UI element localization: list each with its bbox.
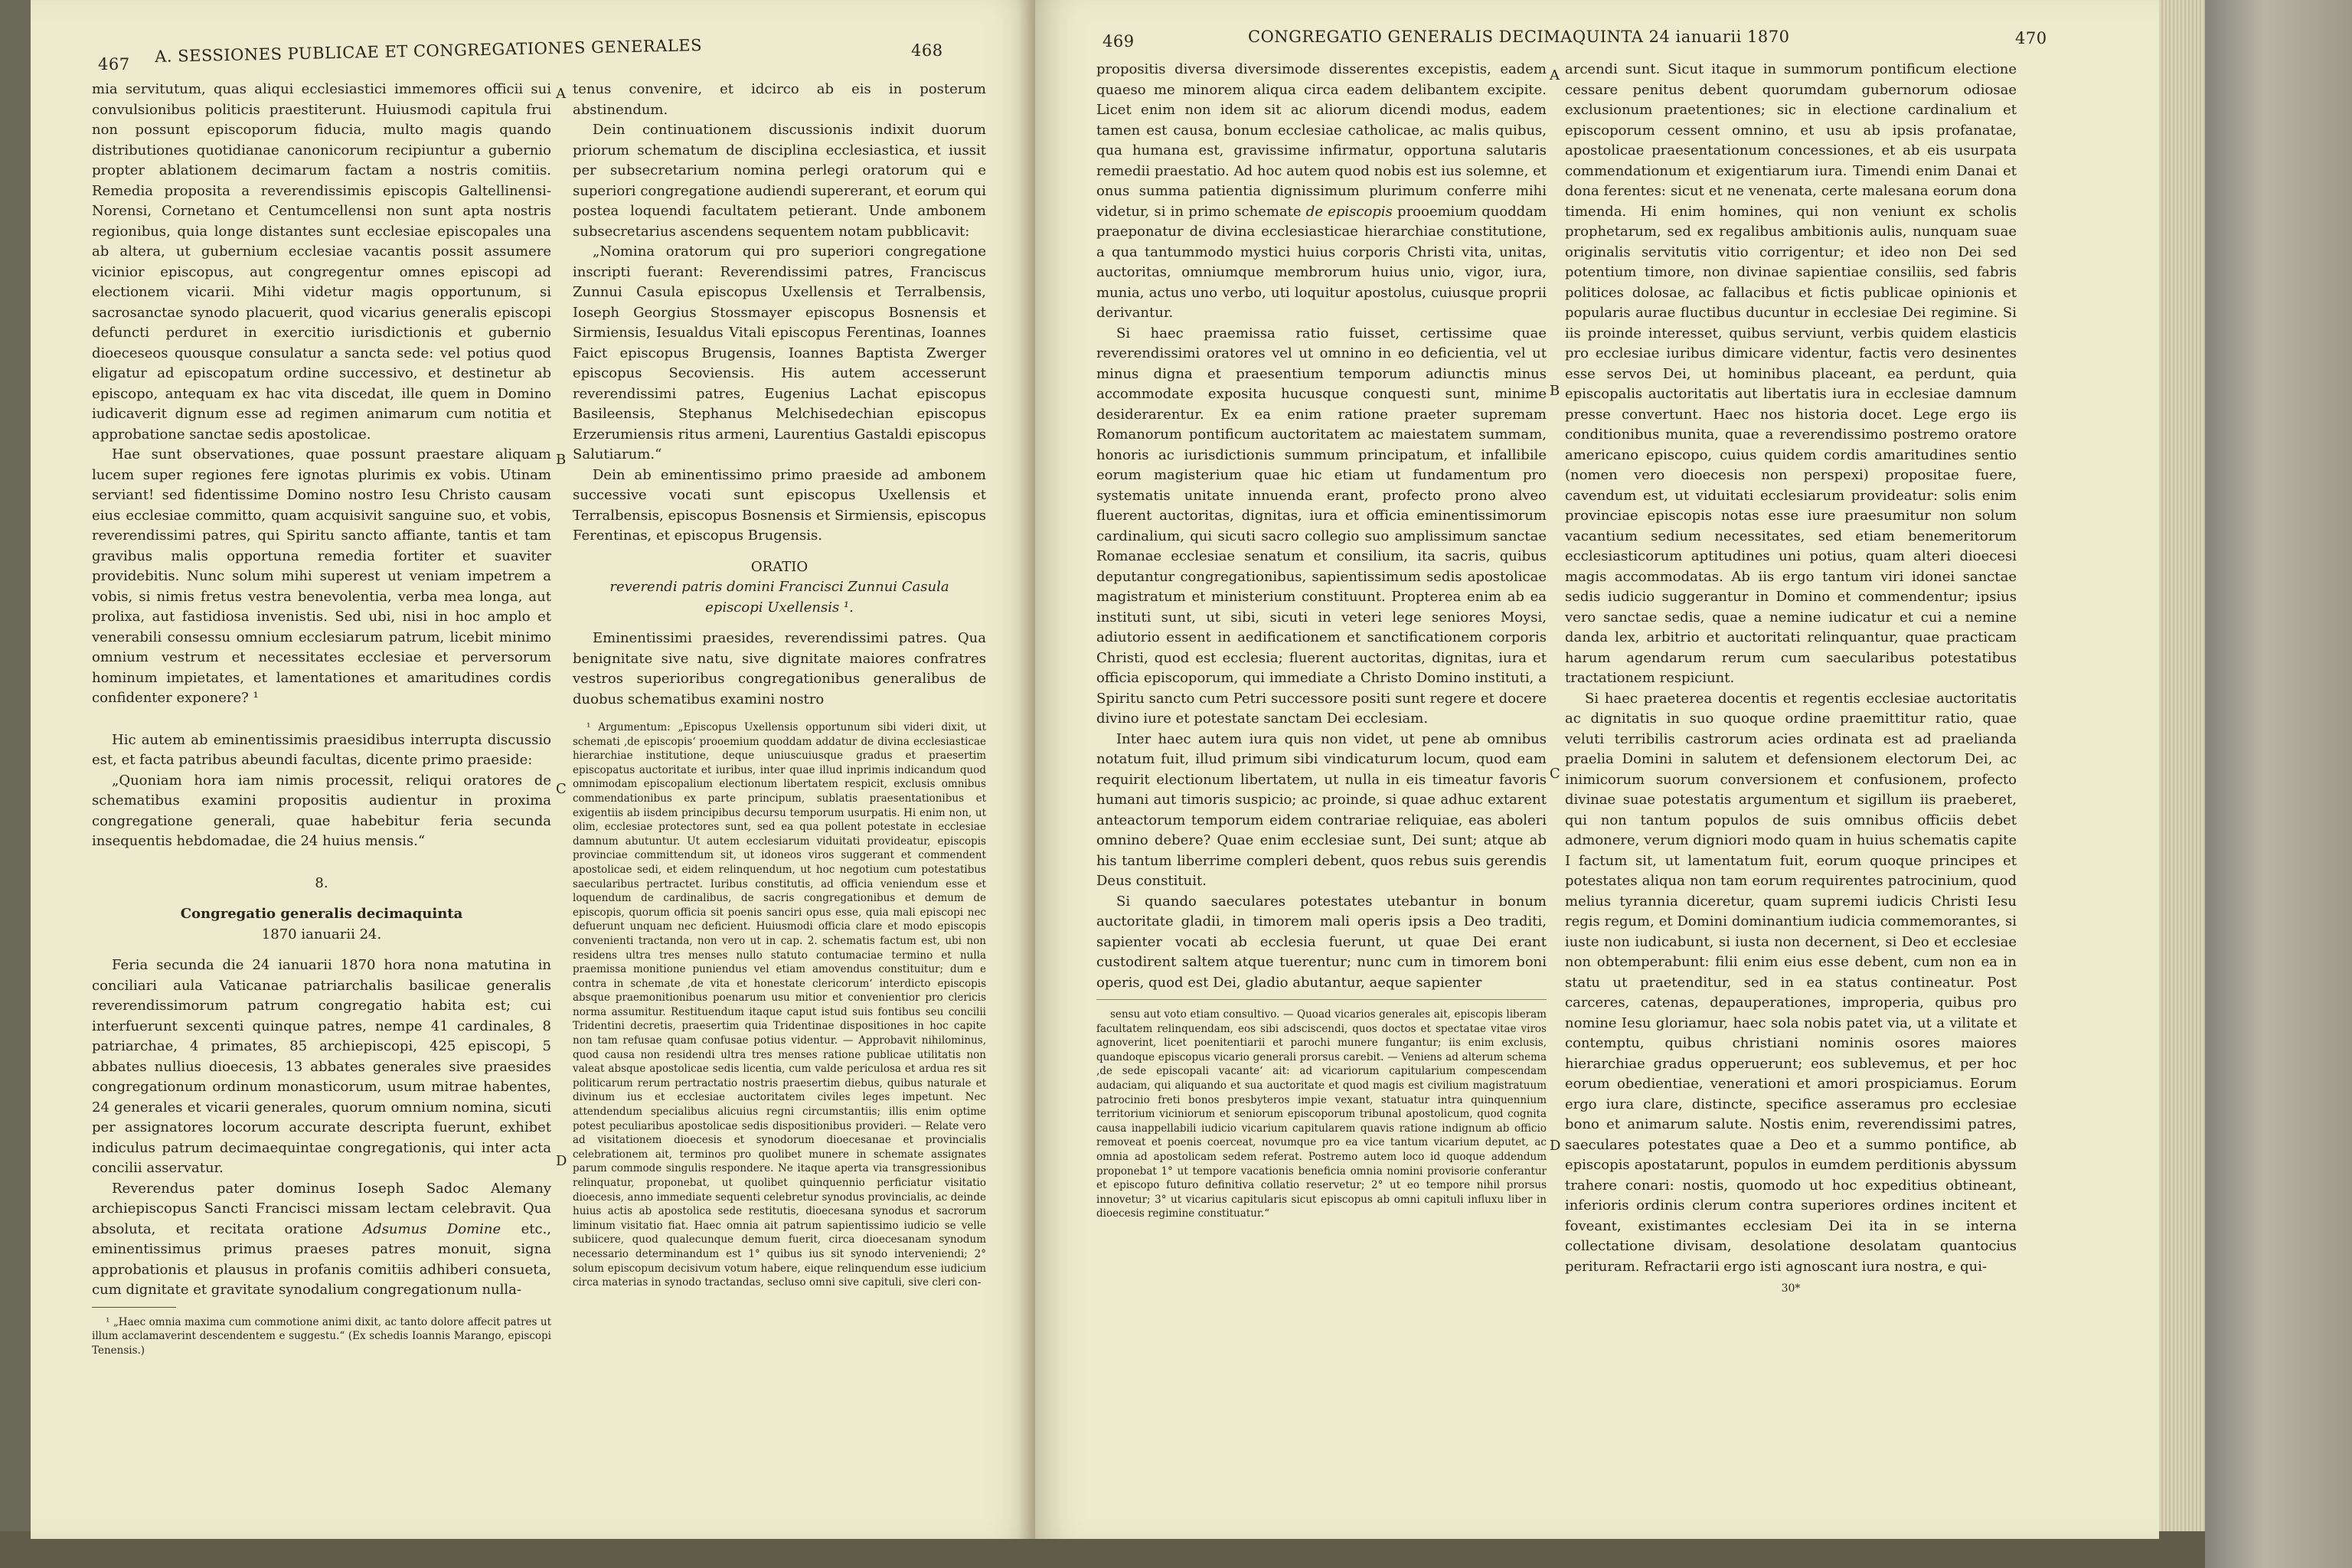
footnote [573, 720, 986, 1290]
left-page-column-2 [573, 80, 986, 1290]
paragraph: arcendi sunt. Sicut itaque in summorum pontificum electione cessare penitus debent quorumdam gubernorum odiosae exclusionum praetentiones; sic in electione cardinalium et episcoporum cessent omnino, et usu ab ipsis profanatae, apostolicae praesentationum concessiones, et ab eis usurpata commendationum et exigentiarum iura. Timendi enim Danai et dona ferentes: sicut et ne venenata, certe malesana eorum dona timenda. Hi enim homines, qui non veniunt ex scholis prophetarum, sed ex regalibus ambitionis aulis, nunquam suae originalis servitutis vitio corrigentur; et ideo non Dei sed potentium timore, non divinae sapientiae consiliis, sed fabris politices dolosae, ac fallacibus et fictis publicae opinionis et popularis aurae fluctibus ducuntur in ecclesiae Dei regimine. Si iis proinde interesset, quibus serviunt, verbis quidem elasticis pro ecclesiae iuribus dimicare videntur, factis vero desinentes esse servos Dei, ut hominibus placeant, ea perdunt, quia episcopalis auctoritatis aut libertatis iura in ecclesiae damnum presse convertunt. Haec nos historia docet. Lege ergo iis conditionibus munita, quae a reverendissimo postremo oratore americano episcopo, cuius quidem cordis amaritudines sentio (nomen vero dioecesis non perspexi) propositae fuere, cavendum est, ut viduitati ecclesiarum provideatur: solis enim provinciae episcopis notas esse iure praesumitur non solum vacantium sedium necessitates, sed etiam benemeritorum ecclesiasticorum aptitudines uni potius, quam alteri dioecesi magis accommodatas. Ab iis ergo tantum viri idonei sanctae sedis iudicio suggerantur in Domino et commendentur; ipsius vero sanctae sedis, quae a nemine iudicatur et cui a nemine danda lex, arbitrio et auctoritati relinquantur, quae practicam harum agendarum rerum cum saecularibus potestatibus tractationem respiciunt. [1565, 61, 2017, 686]
paragraph [1096, 60, 1547, 324]
margin-letter-b: B [1550, 383, 1560, 399]
footnote-text: ¹ Argumentum: „Episcopus Uxellensis opportunum sibi videri dixit, ut schemati ‚de episcopis‘ prooemium quoddam addatur de divina ecclesiasticae hierarchiae institutione, deque uniuscuiusque gradus et praesertim episcopatus auctoritate et iuribus, inter quae illud inprimis indicandum quod omnimodam episcopalium electionum libertatem respicit, exclusis omnibus commendationibus ex parte principum, sublatis praesentationibus et exigentiis ab iisdem principibus decursu temporum usurpatis. Hi enim non, ut olim, ecclesiae protectores sunt, sed ea qua pollent potestate in ecclesiae damnum abutuntur. Ut autem ecclesiarum viduitati provideatur, episcopis provinciae committendum sit, ut idoneos viros suggerant et commendent apostolicae sedi, et eidem relinquendum, ut hoc negotium cum potestatibus saecularibus pertractet. Iuribus constitutis, ad officia veniendum esse et loquendum de cardinalibus, de sacris congregationibus et demum de episcopis, quorum officia sit poenis sanciri opus esse, quia mali episcopi nec defuerunt unquam nec deficient. Huiusmodi officia clare et modo episcopis convenienti tractanda, non vero ut in cap. 2. schematis factum est, ubi non residens ultra tres menses nullo statuto contumaciae termino et nulla praemissa monitione puniendus vel etiam amovendus constituitur; dum e contra in schemate ‚de vita et honestate clericorum‘ interdicto episcopis absque praemonitionibus poenarum usu mitior et convenientior pro clericis norma assumitur. Restituendum itaque caput istud suis fontibus seu concilii Tridentini decretis, praesertim quia Tridentinae dispositiones in hoc capite non tam refusae quam confusae potius videntur. — Approbavit nihilominus, quod causa non residendi ultra tres menses ratione publicae utilitatis non valeat absque apostolicae sedis licentia, cum valde periculosa et ardua res sit politicarum rerum pertractatio nostris praesertim diebus, quibus naturale et divinum ius et ecclesiae auctoritatem civiles leges impetunt. Nec attendendum specialibus alicuius regni circumstantiis; illis enim optime potest peculiaribus apostolicae sedis dispositionibus provideri. — Relate vero ad visitationem dioecesis et synodorum dioecesanae et provincialis celebrationem ait, terminos pro quolibet munere in schemate assignates parum commode singulis respondere. Ne itaque aperta via transgressionibus relinquatur, proponebat, ut quolibet quinquennio perficiatur visitatio dioecesis, anno immediate sequenti celebretur synodus provincialis, ac deinde huius actis ab apostolica sede restitutis, dioecesana synodus et sacrorum liminum visitatio fiat. Haec omnia ait patrum sapientissimo iudicio se velle subiicere, quod qualecunque demum fuerit, circa dioecesanam synodum necessario determinandum est 1° quibus ius sit synodo interveniendi; 2° solum episcopum decisivum votum habere, eique relinquendum esse iudicium circa materias in synodo tractandas, secluso omni sive capituli, sive cleri con- [573, 721, 986, 1289]
margin-letter-a: A [1550, 67, 1560, 83]
name-list: „Nomina oratorum qui pro superiori congregatione inscripti fuerant: Reverendissimi patres, Franciscus Zunnui Casula episcopus Uxellensis et Terralbensis, Ioseph Georgius Stossmayer episcopus Bosnensis et Sirmiensis, Iesualdus Vitali episcopus Ferentinas, Ioannes Faict episcopus Brugensis, Ioannes Baptista Zwerger episcopus Secoviensis. His autem accesserunt reverendissimi patres, Eugenius Lachat episcopus Basileensis, Stephanus Melchisedechian episcopus Erzerumiensis ritus armeni, Laurentius Gastaldi episcopus Salutiarum.“ [573, 243, 986, 462]
section-title: Congregatio generalis decimaquinta [180, 906, 463, 922]
right-page-column-2 [1565, 60, 2017, 1299]
page-number-469: 469 [1102, 32, 1135, 51]
left-page-column-1 [92, 80, 551, 1357]
left-running-header [31, 0, 1035, 74]
oratio-heading: ORATIO [750, 558, 808, 575]
footnote-rule [1096, 999, 1547, 1000]
footnote [92, 1315, 551, 1358]
running-title: A. SESSIONES PUBLICAE ET CONGREGATIONES GENERALES [155, 36, 703, 66]
text-run: propositis diversa diversimode disserentes excepistis, eadem quaeso me minorem aliqua circa eadem delibantem excipite. Licet enim non idem sit ac aliorum dicendi modus, eadem tamen est causa, bonum ecclesiae catholicae, ac malis quibus, qua humana est, gravissime infirmatur, opportuna salutaris remedii praestatio. Ad hoc autem quod nobis est ius solemne, et onus summa patientia dignissimum plurimum conferre mihi videtur, si in primo schemate [1096, 61, 1547, 220]
signature-mark: 30* [1781, 1282, 1801, 1295]
paragraph: Hae sunt observationes, quae possunt praestare aliquam lucem super regiones fere ignotas plurimis ex vobis. Utinam serviant! sed fidentissime Domino nostro Iesu Christo causam eius ecclesiae committo, quam acquisivit sanguine suo, et vobis, reverendissimi patres, qui Spiritu sancto affiante, tantis et tam gravibus malis opportuna remedia fortiter et suaviter providebitis. Nunc solum mihi superest ut veniam impetrem a vobis, si nimis fretus vestra benevolentia, verba mea longa, aut prolixa, aut fastidiosa invenistis. Sed ubi, nisi in hoc amplo et venerabili consessu omnium ecclesiarum patrum, licebit minimo omnium vestrum et necessitates ecclesiae et perversorum hominum impietates, et lamentationes et amaritudines cordis confidenter exponere? ¹ [92, 446, 551, 706]
margin-letter-d: D [1550, 1138, 1561, 1154]
paragraph: Si haec praeterea docentis et regentis ecclesiae auctoritatis ac dignitatis in suo quoque ordine praemittitur ratio, quae veluti terribilis castrorum acies ordinata est ad praelianda praelia Domini in salutem et defensionem electorum Dei, ac inimicorum suorum conversionem et confusionem, profecto divinae suae potestatis argumentum et sigillum iis praeberet, qui non tantum populos de suis omnibus officiis debet admonere, verum digniori modo quam in huius schematis capite I factum sit, ut lamentatum fuit, eorum quoque principes et potestates aliqua non tam eorum requirentes patrocinium, quod melius tyrannia diceretur, quam supremi iudicis Christi Iesu regis regum, et Domini dominantium iudicia commemorantes, si iuste non iudicabunt, si iusta non decernent, si Deo et ecclesiae non obtemperabunt: filii enim eius esse debent, cum non ea in statu ut praetenditur, sed in ea status contineatur. Post carceres, catenas, depauperationes, improperia, quibus pro nomine Iesu gloriamur, haec sola nobis patet via, ut a vilitate et contemptu, quibus christiani nominis osores maiores hierarchiae gradus opperuerunt; eos sublevemus, et per hoc eorum obedientiae, venerationi et amori prospiciamus. Eorum ergo iura clare, distincte, specifice asseramus pro ecclesiae bono et animarum salute. Nostis enim, reverendissimi patres, saeculares potestates quae a Deo et a summo pontifice, ab episcopis apostatarunt, populos in eumdem perditionis abyssum trahere conari: nostis, quomodo ut hoc expeditius obtineant, inferioris ordinis clerum contra superiores ordines incitent et foveant, existimantes ecclesiam Dei ita in se interna collectatione divisam, desolatione desolatam quantocius perituram. Refractarii ergo isti agnoscant iura nostra, e qui- [1565, 690, 2017, 1275]
italic-text: de episcopis [1305, 203, 1393, 220]
paragraph: Inter haec autem iura quis non videt, ut pene ab omnibus notatum fuit, illud primum sibi vindicaturum locum, quod eam requirit electionum libertatem, ut nulla in eis timeatur favoris humani aut timoris suspicio; ac proinde, si quae adhuc extarent anteactorum temporum eidem contrariae reliquiae, eas aboleri omnino debere? Quae enim ecclesiae sunt, Dei sunt; atque ab his tantum liberrime compleri debent, quos rebus suis gerendis Deus constituit. [1096, 730, 1547, 889]
footnote-text: sensu aut voto etiam consultivo. — Quoad vicarios generales ait, episcopis liberam facultatem relinquendam, eos sibi adsciscendi, quos doctos et spectatae vitae viros agnoverint, licet poenitentiarii et parochi munere fungantur; iis enim exclusis, quandoque episcopus vicario generali prorsus carebit. — Veniens ad alterum schema ‚de sede episcopali vacante‘ ait: ad vicariorum capitularium compescendam audaciam, qui aliquando et sua auctoritate et quod magis est civilium magistratuum patrocinio freti bonos presbyteros impie vexant, statuatur intra quinquennium territorium viciniorum et seniorum episcoporum tribunal apostolicum, quod cognita causa inappellabili iudicio vicarium capitularem quavis ratione indignum ab officio removeat et poenis coerceat, novumque pro ea vice tantum vicarium deputet, ac omnia ad apostolicam sedem referat. Postremo autem loco id quoque addendum proponebat 1° ut tempore vacationis beneficia omnia nomini provisorie conferantur et episcopo futuro definitiva collatio reservetur; 2° ut eo tempore nihil prorsus innovetur; 3° ut vicarius capitularis sicut episcopus ab omni capituli influxu liber in dioecesis regimine constituatur.“ [1096, 1008, 1547, 1220]
paragraph: tenus convenire, et idcirco ab eis in posterum abstinendum. [573, 81, 986, 118]
text-run: Reverendus pater dominus Ioseph Sadoc Alemany archiepiscopus Sancti Francisci missam lectam celebravit. Qua absoluta, et recitata oratione [92, 1180, 551, 1237]
paragraph: Eminentissimi praesides, reverendissimi patres. Qua benignitate sive natu, sive dignitate maiores confratres vestros superioribus congregationibus generalibus de duobus schematibus examini nostro [573, 630, 986, 707]
oratio-subtitle: reverendi patris domini Francisci Zunnui Casula [609, 579, 949, 595]
margin-letter-d: D [556, 1153, 567, 1169]
margin-letter-c: C [556, 781, 567, 797]
paragraph [92, 1179, 551, 1301]
right-running-header [1035, 0, 2159, 51]
scan-background-right [2205, 0, 2352, 1568]
paragraph: Hic autem ab eminentissimis praesidibus interrupta discussio est, et facta patribus abeundi facultas, dicente primo praeside: [92, 731, 551, 768]
oratio-subtitle: episcopi Uxellensis ¹. [705, 599, 854, 616]
paragraph: Dein ab eminentissimo primo praeside ad ambonem successive vocati sunt episcopus Uxellensis et Terralbensis, episcopus Bosnensis et Sirmiensis, episcopus Ferentinas, et episcopus Brugensis. [573, 466, 986, 544]
running-title: CONGREGATIO GENERALIS DECIMAQUINTA 24 ianuarii 1870 [1248, 28, 1790, 46]
paragraph: Si haec praemissa ratio fuisset, certissime quae reverendissimi oratores vel ut omnino in eo deficientia, vel ut minus digna et praesentium temporum adiunctis minus accommodate exposita hucusque conquesti sunt, minime desiderarentur. Ex ea enim ratione praeter supremam Romanorum pontificum auctoritatem ac maiestatem summam, honoris ac iurisdictionis summum principatum, et infallibile eorum magisterium quae hic etiam ut fundamentum pro systematis unitate innuenda erant, profecto prono alveo fluerent auctoritas, dignitas, iura et officia eminentissimorum cardinalium, qui sicuti sacro collegio suo amplissimum sanctae Romanae ecclesiae senatum et consilium, ita sacris, quibus deputantur congregationibus, sapientissimum sedis apostolicae magistratum et ministerium constituunt. Propterea enim ab ea instituti sunt, ut sibi, sicuti in veteri lege seniores Moysi, adiutorio essent in aedificationem et sanctificationem corporis Christi, quod est ecclesia; fluerent auctoritas, dignitas, iura et officia episcoporum, qui immediate a Christo Domino instituti, a Spiritu sancto cum Petri successore positi sunt regere et docere divino iure et potestate sanctam Dei ecclesiam. [1096, 325, 1547, 727]
right-page [1035, 0, 2159, 1539]
footnote-text: ¹ „Haec omnia maxima cum commotione animi dixit, ac tanto dolore affecit patres ut illum acclamaverint descendentem e suggestu.“ (Ex schedis Ioannis Marango, episcopi Tenensis.) [92, 1315, 551, 1357]
page-number-468: 468 [911, 41, 943, 60]
margin-letter-c: C [1550, 766, 1560, 782]
right-page-column-1 [1096, 60, 1547, 1221]
footnote-rule [92, 1307, 176, 1308]
page-block-edge [2159, 0, 2205, 1568]
scan-background-left [0, 0, 31, 1568]
text-run: prooemium quoddam praeponatur de divina ecclesiasticae hierarchiae constitutione, a qua tantummodo mystici huius corporis Christi vita, unitas, auctoritas, omniumque membrorum huius unio, vigor, iura, munia, actus uno verbo, uti loquitur apostolus, cuiusque proprii derivantur. [1096, 203, 1547, 321]
italic-text: Adsumus Domine [363, 1220, 501, 1237]
section-date: 1870 ianuarii 24. [261, 926, 382, 942]
quoted-announcement: „Quoniam hora iam nimis processit, reliqui oratores de schematibus examini propositis audientur in proxima congregatione generali, quae habebitur feria secunda insequentis hebdomadae, die 24 huius mensis.“ [92, 772, 551, 849]
page-number-470: 470 [2015, 29, 2047, 47]
margin-letter-b: B [556, 452, 567, 468]
text-run: etc., eminentissimus primus praeses patres monuit, signa approbationis et plausus in profanis comitiis adhiberi consueta, cum dignitate et gravitate synodalium congregationum nulla- [92, 1220, 552, 1298]
paragraph: Dein continuationem discussionis indixit duorum priorum schematum de disciplina ecclesiastica, et iussit per subsecretarium nomina perlegi oratorum qui e superiori congregatione audiendi supererant, et eorum qui postea loquendi facultatem petierant. Unde ambonem subsecretarius ascendens sequentem notam pubblicavit: [573, 122, 986, 240]
paragraph: Feria secunda die 24 ianuarii 1870 hora nona matutina in conciliari aula Vaticanae patriarchalis basilicae generalis reverendissimorum patrum congregatio habita est; cui interfuerunt sexcenti quinque patres, nempe 41 cardinales, 8 patriarchae, 4 primates, 85 archiepiscopi, 425 episcopi, 5 abbates nullius dioecesis, 13 abbates generales sive praesides congregationum ordinum monasticorum, usum mitrae habentes, 24 generales et vicarii generales, quorum omnium nomina, sicuti per assignatores locorum accurate descripta fuerunt, exhibet indiculus patrum decimaequintae congregationis, qui inter acta concilii asservatur. [92, 957, 551, 1176]
left-page [31, 0, 1035, 1539]
page-number-467: 467 [98, 55, 130, 74]
footnote [1096, 1008, 1547, 1221]
margin-letter-a: A [556, 86, 566, 102]
paragraph: mia servitutum, quas aliqui ecclesiastici immemores officii sui convulsionibus politicis praestiterunt. Huiusmodi capitula frui non possunt episcoporum fiducia, multo magis quando distributiones quotidianae canonicorum recipiuntur a gubernio propter ablationem decimarum factam a nostris comitiis. Remedia proposita a reverendissimis episcopis Galtellinensi-Norensi, Cornetano et Centumcellensi non sunt apta nostris regionibus, quia longe distantes sunt ecclesiae episcopales una ab altera, ut gubernium ecclesiae vacantis possit assumere vicinior episcopus, aut congregentur omnes episcopi ad electionem vicarii. Mihi videtur magis opportunum, si sacrosanctae synodo placuerit, quod vicarius generalis episcopi defuncti perduret in exercitio iurisdictionis et gubernio dioeceseos quousque consulatur a sancta sede: vel potius quod eligatur ad episcopatum ordine successivo, et destinetur ab episcopo, antequam ex hac vita discedat, ille quem in Domino iudicaverit dignum esse ad regimen animarum cum notitia et approbatione sanctae sedis apostolicae. [92, 81, 551, 443]
paragraph: Si quando saeculares potestates utebantur in bonum auctoritate gladii, in timorem mali operis ipsis a Deo traditi, sapienter vocati ab ecclesia fuerunt, ut quae Dei erant custodirent saltem atque tuerentur; nunc cum in timorem boni operis, quod est Dei, gladio abutantur, aeque sapienter [1096, 893, 1547, 991]
section-number: 8. [315, 874, 328, 891]
